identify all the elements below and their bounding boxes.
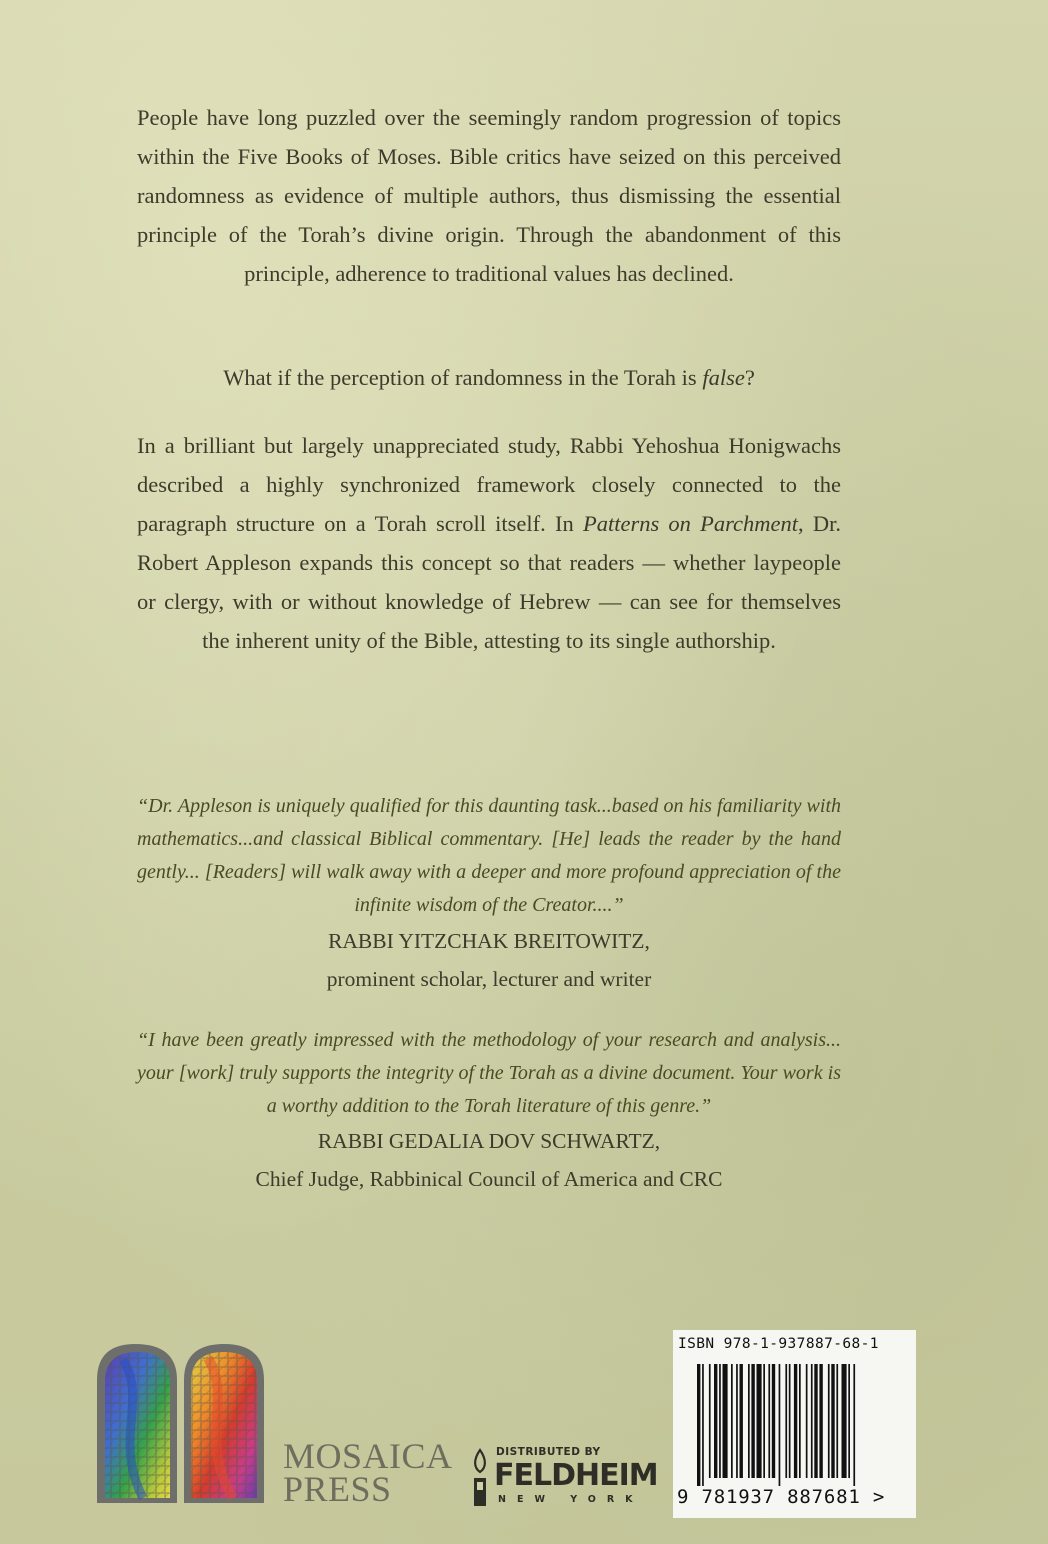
barcode-bars: [697, 1364, 902, 1486]
candle-flame-icon: [468, 1448, 492, 1508]
barcode-bar: [811, 1364, 813, 1478]
barcode-bar: [806, 1364, 808, 1478]
book-title: Patterns on Parchment: [582, 511, 799, 536]
barcode-bar: [748, 1364, 750, 1478]
isbn-number: ISBN 978-1-937887-68-1: [678, 1336, 879, 1352]
endorsement-quote-2: “I have been greatly impressed with the methodology of your research and analysis... your [work] truly supports the integrity of the Torah as a divine document. Your work is a worthy addition to the Torah literature of this genre.”: [137, 1029, 841, 1117]
barcode-bar: [785, 1364, 787, 1478]
barcode-bar: [709, 1364, 711, 1478]
barcode-bar: [828, 1364, 830, 1478]
barcode-bar: [731, 1364, 733, 1478]
barcode-bar: [702, 1364, 704, 1486]
barcode-bar: [751, 1364, 754, 1478]
barcode-bar: [768, 1364, 770, 1478]
barcode-bar: [714, 1364, 717, 1478]
stained-glass-tablets-icon: [93, 1340, 268, 1505]
endorsement-author-1: RABBI YITZCHAK BREITOWITZ,: [328, 929, 650, 953]
barcode-bar: [842, 1364, 847, 1478]
endorsement-author-title-1: prominent scholar, lecturer and writer: [326, 967, 652, 991]
barcode-bar: [831, 1364, 834, 1478]
barcode-bar: [772, 1364, 775, 1478]
barcode-digits: 9 781937 887681 >: [677, 1486, 886, 1508]
endorsement-author-title-2: Chief Judge, Rabbinical Council of America and CRC: [255, 1167, 723, 1191]
distributor-logo: [468, 1446, 658, 1510]
endorsement-quote-1: “Dr. Appleson is uniquely qualified for this daunting task...based on his familiarity with mathematics...and classical Biblical commentary. [He] leads the reader by the hand gently... [Readers] will walk away with a deeper and more profound appreciation of the infinite wisdom of the Creator....”: [137, 795, 841, 916]
barcode-bar: [757, 1364, 762, 1478]
barcode-bar: [789, 1364, 791, 1478]
barcode-bar: [740, 1364, 743, 1478]
barcode-bar: [719, 1364, 721, 1478]
distributed-by-label: DISTRIBUTED BY: [496, 1446, 601, 1458]
barcode-bar: [814, 1364, 817, 1478]
publisher-name: MOSAICA PRESS: [283, 1436, 453, 1509]
barcode-bar: [853, 1364, 855, 1486]
barcode-bar: [697, 1364, 700, 1486]
description-paragraph-1: People have long puzzled over the seemingly random progression of topics within the Five Books of Moses. Bible critics have seized on this perceived randomness as evidence of multiple authors, thus dismissing the essential principle of the Torah’s divine origin. Through the abandonment of this principle, adherence to traditional values has declined.: [137, 105, 841, 286]
distributor-name: FELDHEIM: [494, 1458, 658, 1493]
barcode-bar: [794, 1364, 797, 1478]
barcode-bar: [836, 1364, 838, 1478]
barcode-bar: [819, 1364, 822, 1478]
barcode-bar: [799, 1364, 801, 1478]
distributor-city: NEW YORK: [498, 1494, 644, 1505]
description-paragraph-2: What if the perception of randomness in the Torah is false?: [223, 365, 755, 390]
barcode-bar: [779, 1364, 781, 1486]
description-paragraph-3: In a brilliant but largely unappreciated study, Rabbi Yehoshua Honigwachs described a highly synchronized framework closely connected to the paragraph structure on a Torah scroll itself. In Patterns on Parchment, Dr. Robert Appleson expands this concept so that readers — whether laypeople or clergy, with or without knowledge of Hebrew — can see for themselves the inherent unity of the Bible, attesting to its single authorship.: [137, 433, 841, 653]
endorsement-author-2: RABBI GEDALIA DOV SCHWARTZ,: [317, 1129, 661, 1153]
barcode-bar: [848, 1364, 850, 1478]
barcode-bar: [736, 1364, 738, 1478]
isbn-barcode: [673, 1330, 916, 1518]
barcode-bar: [723, 1364, 728, 1478]
barcode-bar: [763, 1364, 765, 1478]
